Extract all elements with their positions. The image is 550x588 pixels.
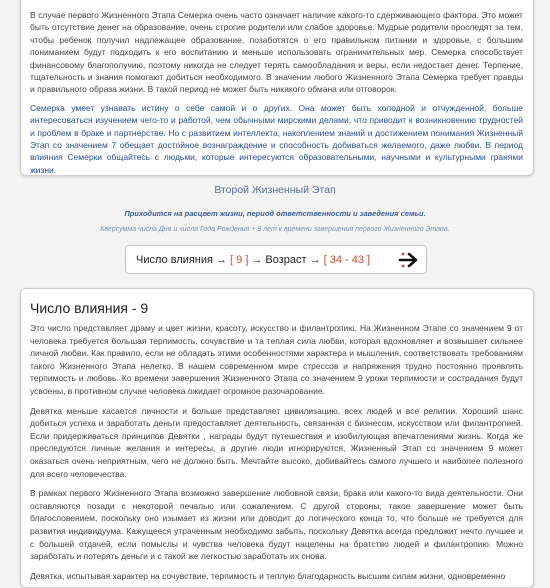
second-stage-note: Кверсумма числа Дня и числа Года Рождения + 9 лет к времени завершения первого Жизненного Этапа.	[100, 226, 450, 233]
influence-paragraph: В рамках первого Жизненного Этапа возможно завершение любовной связи, брака или какого-то вида деятельности. Они оставляются позади с некоторой печалью или сожалением. С другой стороны, такое завершение может быть благословением, поскольку оно изымает из жизни или доводит до логического конца то, что больше не требуется для развития индивидуума. Кажущееся утраченным необходимо забыть, поскольку Девятка всегда предложит нечто лучшее и с большей отдачей, если помыслы и чувства человека будут нацелены на братство людей и филантропию. Можно заработать и потерять деньги и с такой же легкостью заработать их снова.	[30, 488, 523, 562]
influence-card	[20, 288, 534, 588]
second-stage-subtitle: Приходится на расцвет жизни, период ответственности и заведения семьи.	[124, 209, 426, 218]
arrow-separator: →	[251, 253, 263, 266]
age-label: Возраст →	[265, 253, 321, 266]
second-stage-title: Второй Жизненный Этап	[214, 184, 336, 196]
age-value: [ 34 - 43 ]	[323, 253, 371, 266]
influence-calc-box[interactable]	[125, 245, 427, 274]
influence-title: Число влияния - 9	[30, 300, 149, 316]
influence-paragraph: Это число представляет драму и цвет жизни, красоту, искусство и филантропию. На Жизненном Этапе со значением 9 от человека требуется большая терпимость, сочувствие и та теплая сила любви, которая вдохновляет и возвышает сильнее личной любви. Как правило, если не обладать этими особенностями характера и мышления, соответствовать требованиям такого Жизненного Этапа нелегко. В нашем современном мире стрессов и напряжения трудно постоянно проявлять терпимость и любовь. Ко времени завершения Жизненного Этапа со значением 9 уроки терпимости и сострадания будут усвоены, в противном случае человека ожидает огромное разочарование.	[30, 323, 523, 396]
arrow-right-icon[interactable]	[398, 249, 420, 271]
influence-value: [ 9 ]	[230, 253, 249, 266]
first-stage-paragraph: Семерка умеет узнавать истину о себе самой и о других. Она может быть холодной и отчужденной, больше интересоваться изучением чего-то и работой, чем обычными мирскими делами, что приводит к возникновению трудностей и проблем в браке и партнерстве. Но с развитием интеллекта, накоплением знаний и достижением понимания Жизненный Этап со значением 7 обещает достойное вознаграждение и способность добиваться желаемого, даже любви. В период влияния Семерки общайтесь с людьми, которые интересуются образовательными, научными и культурными гранями жизни.	[30, 102, 523, 175]
influence-label: Число влияния →	[136, 253, 228, 266]
first-stage-card	[20, 0, 534, 176]
influence-paragraph: Девятка меньше касается личности и больше представляет цивилизацию, всех людей и все религии. Хороший шанс добиться успеха и заработать деньги предоставляет деятельность, связанная с бизнесом, искусством или филантропией. Если придерживаться принципов Девятки , награды будут путешествия и изобилующая впечатлениями жизнь. Когда же преследуются личные желания и интересы, а другие люди игнорируются, Жизненный Этап со значением 9 может оказаться очень неприятным, чего не должно быть. Мечтайте высоко, добивайтесь самого лучшего и наиболее полезного для всего человечества.	[30, 405, 523, 479]
first-stage-paragraph: В случае первого Жизненного Этапа Семерка очень часто означает наличие какого-то сдерживающего фактора. Это может быть отсутствие денег на образование, очень строгие родители или слабое здоровье. Мудрые родители проследят за тем, чтобы ребенок получил надлежащее образование, позаботятся о его правильном питании и здоровье, с большим пониманием будут подходить к его воспитанию и меньше использовать ограничительных мер. Семерка способствует финансовому благополучию, поэтому никогда не следует терять самообладания и веры, если недостает денег. Терпение, тщательность и знания помогают добиться необходимого. В значении любого Жизненного Этапа Семерка требует правды и правильного образа жизни. В такой период не может быть никакого обмана или отговорок.	[30, 10, 523, 95]
influence-paragraph: Девятка, испытывая характер на сочувствие, терпимость и теплую благодарность высшим силам жизни, одновременно	[30, 570, 506, 581]
